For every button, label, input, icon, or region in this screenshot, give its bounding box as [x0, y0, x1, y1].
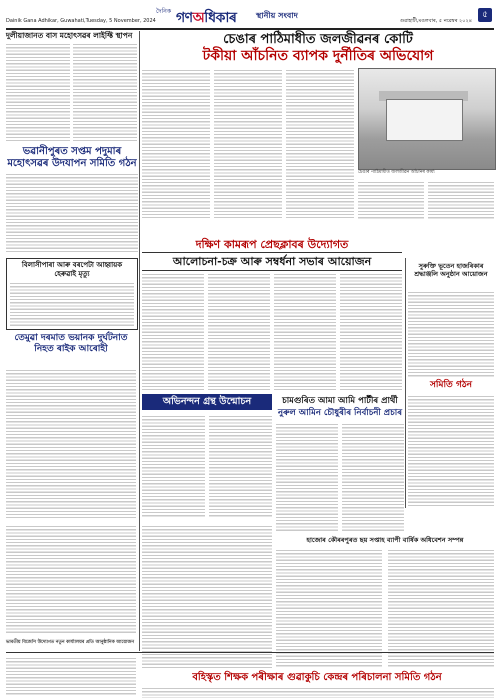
article-text-block	[6, 656, 136, 696]
divider	[6, 652, 494, 653]
sukti-headline: সুৰুক্তি ভূতেন হাজৰিকাৰ শ্ৰদ্ধাঞ্জলি অনুষ্ঠান আয়োজন	[414, 262, 488, 278]
article-text-block	[274, 272, 336, 390]
article-text-block	[6, 368, 136, 518]
article-text-block	[142, 272, 204, 390]
article-text-block	[342, 422, 404, 532]
abhinandan-banner: অভিনন্দন গ্ৰন্থ উন্মোচন	[142, 394, 272, 410]
logo-left: গণ	[176, 10, 193, 26]
news-photo	[358, 68, 496, 170]
logo-mid: অ	[192, 10, 205, 26]
top-left-headline: দুলীয়াজানত বাস মহোৎসৱৰ লাইফ্টি স্থাপন	[6, 31, 133, 40]
section-name: স্থানীয় সংবাদ	[256, 11, 298, 20]
article-text-block	[142, 686, 494, 698]
chamguri-headline-1: চামগুৰিত আমা আমি পাৰ্টীৰ প্ৰাৰ্থী	[282, 396, 398, 406]
article-text-block	[73, 42, 137, 142]
page-number: ৫	[478, 8, 492, 22]
article-text-block	[10, 281, 134, 326]
news-box	[6, 258, 138, 330]
tamulpur-headline: তেমুৱা দৰমাত ভয়ানক দুৰ্ঘটনাত নিহত ৰাইক আৰোহী	[14, 333, 128, 354]
logo-right: ধিকাৰ	[204, 10, 237, 26]
article-text-block	[340, 272, 402, 390]
main-headline-line2: টকীয়া আঁচনিত ব্যাপক দুৰ্নীতিৰ অভিযোগ	[202, 48, 434, 64]
masthead-date: গুৱাহাটী,মঙলবাৰ, ৫ নৱেম্বৰ ২০২৪	[399, 18, 472, 24]
article-text-block	[276, 422, 338, 532]
article-text-block	[6, 524, 136, 634]
bottom-left-caption: ভাৰতীয় বিজেপি উদ্যোগত নতুন কাৰ্য্যালয়ৰ প্ৰতি আনুষ্ঠানিক আয়োজন	[6, 640, 135, 645]
article-text-block	[428, 180, 494, 220]
article-text-block	[6, 172, 138, 254]
newspaper-logo	[176, 6, 236, 30]
article-text-block	[142, 414, 205, 518]
article-text-block	[209, 414, 272, 518]
article-text-block	[276, 548, 382, 668]
bottom-headline: বহিস্কৃত শিক্ষক পৰীক্ষাৰ গুৱাকুচি কেন্দ্ৰৰ পৰিচালনা সমিতি গঠন	[192, 672, 442, 683]
kamrup-subhead: আলোচনা-চক্ৰ আৰু সম্বৰ্ধনা সভাৰ আয়োজন	[142, 252, 402, 271]
committee-headline: সমিতি গঠন	[429, 380, 473, 390]
article-text-block	[408, 394, 494, 506]
article-text-block	[142, 524, 272, 668]
main-headline-line1: চেঙাৰ পাঠিমাধীত জলজীৱনৰ কোটি	[223, 32, 413, 47]
bhawanipur-headline: ভৱানীপুৰত সপ্তম পদুমাৰ মহোৎসৱৰ উদযাপন সমিতি গঠন	[7, 146, 137, 169]
photo-caption: চেঙাৰ পাঠিমাধীত জলজীৱন আঁচনিৰ কাৰ্য্য	[358, 170, 435, 175]
article-text-block	[208, 272, 270, 390]
left-box-headline: বিলাসীপাৰা আৰু বৰপেটা আহ্বায়ক হেৰুৱাই মৃত্যু	[21, 261, 123, 278]
article-text-block	[142, 68, 210, 218]
article-text-block	[358, 180, 424, 220]
masthead-dainik: দৈনিক	[156, 8, 172, 15]
article-text-block	[6, 42, 70, 142]
article-text-block	[388, 548, 494, 668]
article-text-block	[408, 290, 494, 378]
article-text-block	[214, 68, 282, 218]
chamguri-headline-2: নুৰুল আমিন চৌধুৰীৰ নিৰ্বাচনী প্ৰচাৰ	[278, 408, 402, 418]
kamrup-headline: দক্ষিণ কামৰূপ প্ৰেছক্লাবৰ উদ্যোগত	[195, 238, 349, 251]
hajo-headline: হাজোৰ কৌৰৰপুৰত ছয় সপ্তাহ ব্যাপী বাৰ্ষিক অধিবেশন সম্পন্ন	[306, 536, 464, 544]
column-divider	[405, 258, 406, 508]
column-divider	[139, 31, 140, 651]
article-text-block	[286, 68, 354, 218]
masthead-left-info: Dainik Gana Adhikar, Guwahati,Tuesday, 5 November, 2024	[6, 18, 156, 24]
masthead	[6, 4, 494, 30]
